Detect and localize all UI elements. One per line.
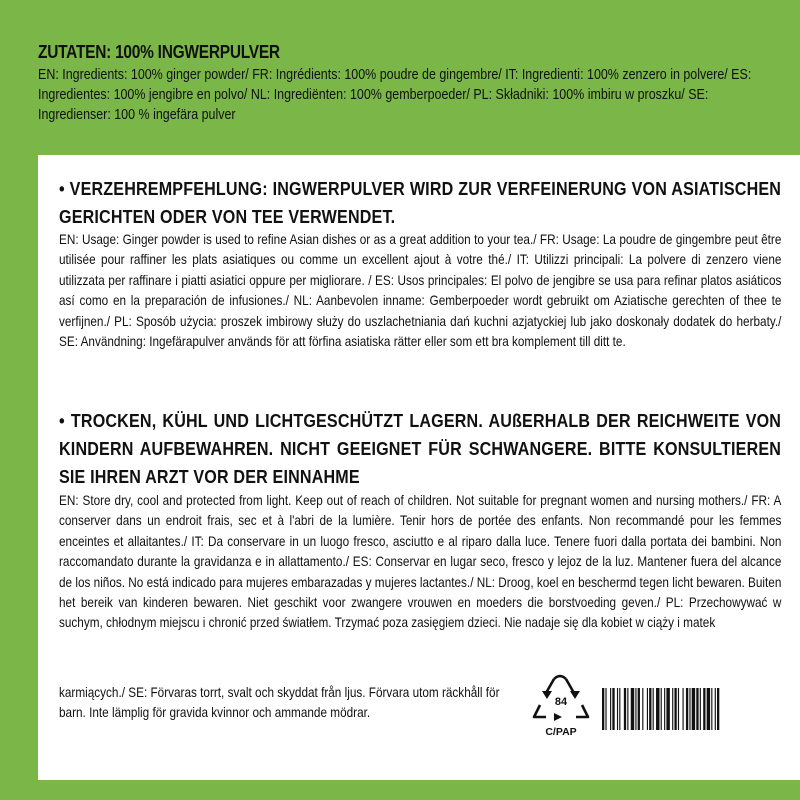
barcode-bar xyxy=(642,688,643,730)
usage-section xyxy=(59,175,781,351)
barcode xyxy=(601,688,781,730)
barcode-bar xyxy=(664,688,665,730)
barcode-bar xyxy=(649,688,651,730)
ingredients-text: EN: Ingredients: 100% ginger powder/ FR: Ingrédients: 100% poudre de gingembre/ IT: Ingredienti: 100% zenzero in polvere/ ES: Ingredientes: 100% jengibre en polvo/ NL: Ingrediënten: 100% gemberpoeder/ PL: Składniki: 100% imbiru w proszku/ SE: Ingredienser: 100 % ingefära pulver xyxy=(38,67,752,123)
barcode-bar xyxy=(661,688,662,730)
ingredients-title: ZUTATEN: 100% INGWERPULVER xyxy=(38,42,280,62)
barcode-bar xyxy=(683,688,684,730)
storage-heading: • TROCKEN, KÜHL UND LICHTGESCHÜTZT LAGERN. AUßERHALB DER REICHWEITE VON KINDERN AUFBEWAHREN. NICHT GEEIGNET FÜR SCHWANGERE. BITTE KONSULTIEREN SIE IHREN ARZT VOR DER EINNAHME xyxy=(59,410,782,487)
barcode-bar xyxy=(692,688,695,730)
barcode-bar xyxy=(638,688,640,730)
barcode-bar xyxy=(674,688,676,730)
barcode-bar xyxy=(711,688,712,730)
barcode-icon xyxy=(601,688,781,730)
barcode-bar xyxy=(666,688,669,730)
usage-heading: • VERZEHREMPFEHLUNG: INGWERPULVER WIRD ZUR VERFEINERUNG VON ASIATISCHEN GERICHTEN ODER VON TEE VERWENDET. xyxy=(59,178,782,227)
barcode-bar xyxy=(715,688,716,730)
storage-text: EN: Store dry, cool and protected from light. Keep out of reach of children. Not suitable for pregnant women and nursing mothers./ FR: A conserver dans un endroit frais, sec et à l'abri de la lumière. Tenir hors de portée des enfants. Non recommandé pour les femmes enceintes et allaitantes./ IT: Da conservare in un luogo fresco, asciutto e al riparo dalla luce. Tenere fuori dalla portata dei bambini. Non raccomandato durante la gravidanza e in allattamento./ ES: Conservar en lugar seco, fresco y lejoz de la luz. Mantener fuera del alcance de los niños. No está indicado para mujeres embarazadas y mujeres lactantes./ NL: Droog, koel en beschermd tegen licht bewaren. Buiten het bereik van kinderen bewaren. Niet geschikt voor zwangere vrouwen en moeders die borstvoeding geven./ PL: Przechowywać w suchym, chłodnym miejscu i chronić przed światłem. Trzymać poza zasięgiem dzieci. Nie nadaje się dla kobiet w ciąży i matek xyxy=(59,492,782,631)
barcode-bar xyxy=(619,688,620,730)
barcode-bar xyxy=(610,688,611,730)
barcode-bar xyxy=(672,688,673,730)
barcode-bar xyxy=(617,688,618,730)
barcode-bar xyxy=(605,688,606,730)
recycling-number: 84 xyxy=(554,696,568,708)
barcode-bar xyxy=(707,688,710,730)
barcode-bar xyxy=(635,688,636,730)
usage-text: EN: Usage: Ginger powder is used to refine Asian dishes or as a great addition to your tea./ FR: Usage: La poudre de gingembre peut être utilisée pour raffiner les plats asiatiques ou comme un excellent ajout à votre thé./ IT: Utilizzi principali: La polvere di zenzero viene utilizzata per raffinare i piatti asiatici oppure per migliorare. / ES: Usos principales: El polvo de jengibre se usa para refinar platos asiáticos así como en la preparación de infusiones./ NL: Aanbevolen inname: Gemberpoeder wordt gebruikt om Aziatische gerechten of thee te verfijnen./ PL: Sposób użycia: proszek imbirowy służy do uszlachetniania dań kuchni azjatyckiej lub jako doskonały dodatek do herbaty./ SE: Användning: Ingefärapulver används för att förfina asiatiska rätter eller som ett bra komplement till ditt te. xyxy=(59,231,782,350)
barcode-bar xyxy=(624,688,626,730)
storage-tail-text: karmiących./ SE: Förvaras torrt, svalt och skyddat från ljus. Förvara utom räckhåll för barn. Inte lämplig för gravida kvinnor och ammande mödrar. xyxy=(59,684,500,721)
ingredients-section xyxy=(38,42,778,125)
barcode-bar xyxy=(627,688,628,730)
recycling-code: C/PAP xyxy=(545,726,577,738)
barcode-bar xyxy=(656,688,659,730)
info-panel xyxy=(38,155,800,780)
barcode-bar xyxy=(612,688,614,730)
recycle-triangle-icon xyxy=(526,669,596,749)
storage-section xyxy=(59,407,781,633)
barcode-bar xyxy=(717,688,719,730)
barcode-bar xyxy=(696,688,698,730)
barcode-bar xyxy=(689,688,690,730)
barcode-bar xyxy=(678,688,679,730)
recycling-symbol xyxy=(526,669,596,749)
barcode-bar xyxy=(647,688,648,730)
barcode-bar xyxy=(703,688,705,730)
barcode-bar xyxy=(686,688,688,730)
barcode-bar xyxy=(631,688,634,730)
barcode-bar xyxy=(700,688,701,730)
barcode-bar xyxy=(653,688,654,730)
barcode-bar xyxy=(602,688,604,730)
